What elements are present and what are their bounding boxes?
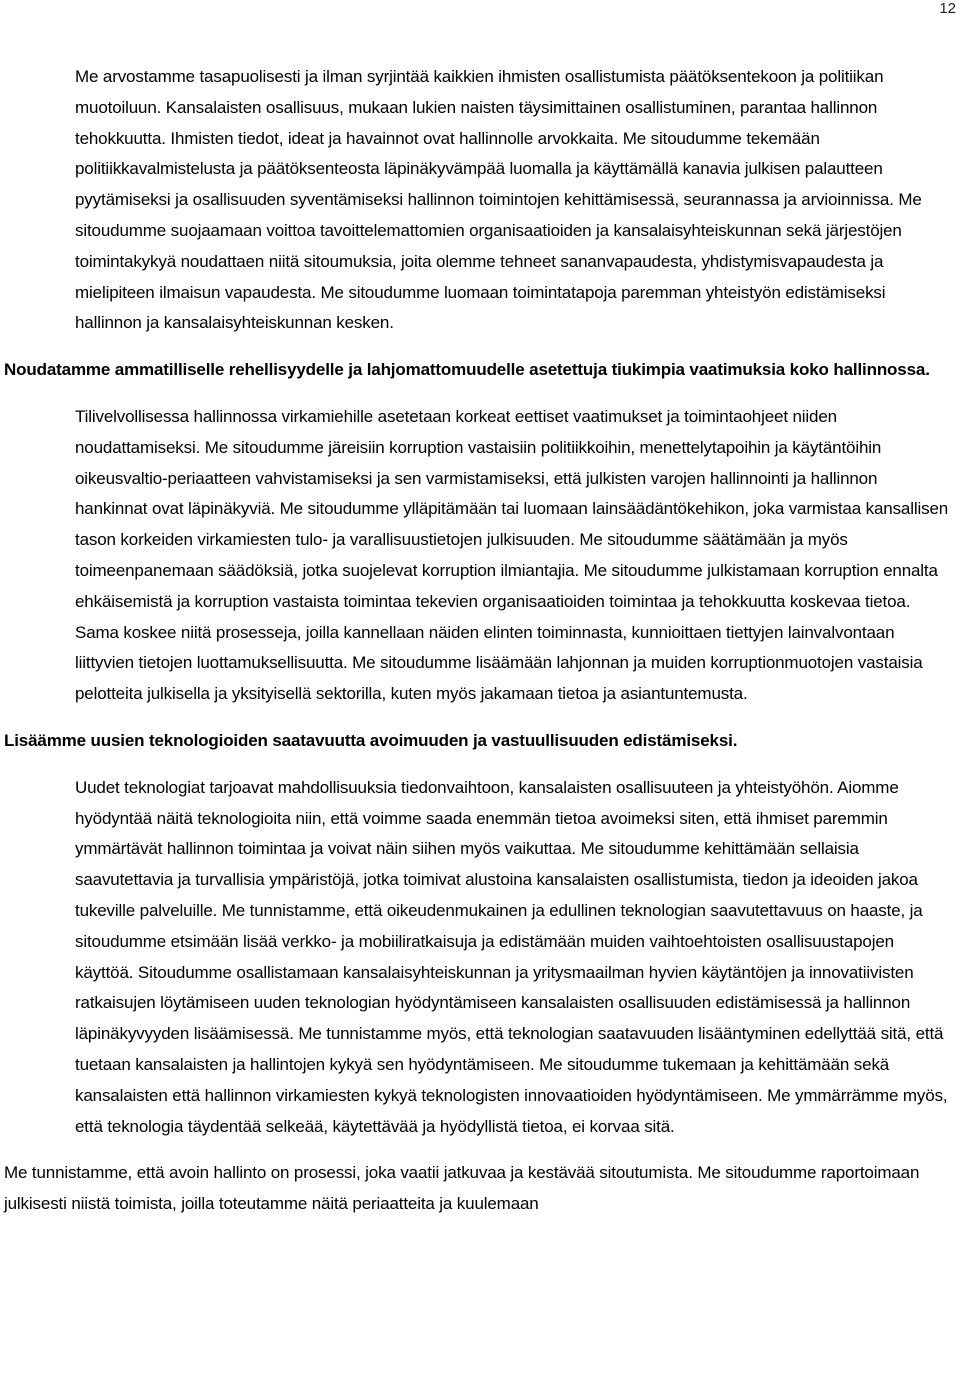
page-number: 12 (939, 0, 956, 17)
paragraph-commitment: Me tunnistamme, että avoin hallinto on prosessi, joka vaatii jatkuvaa ja kestävää sitoutumista. Me sitoudumme raportoimaan julkisesti niistä toimista, joilla toteutamme näitä periaatteita ja kuulemaan (4, 1163, 920, 1214)
paragraph-technology: Uudet teknologiat tarjoavat mahdollisuuksia tiedonvaihtoon, kansalaisten osallisuuteen ja yhteistyöhön. Aiomme hyödyntää näitä teknologioita niin, että voimme saada enemmän tietoa avoimeksi siten, että ihmiset paremmin ymmärtävät hallinnon toimintaa ja voivat näin siihen myös vaikuttaa. Me sitoudumme kehittämään sellaisia saavutettavia ja turvallisia ympäristöjä, jotka toimivat alustoina kansalaisten osallistumista, tiedon ja ideoiden jakoa tukeville palveluille. Me tunnistamme, että oikeudenmukainen ja edullinen teknologian saavutettavuus on haaste, ja sitoudumme etsimään lisää verkko- ja mobiiliratkaisuja ja edistämään muiden vaihtoehtoisten osallisuustapojen käyttöä. Sitoudumme osallistamaan kansalaisyhteiskunnan ja yritysmaailman hyvien käytäntöjen ja innovatiivisten ratkaisujen löytämiseen uuden teknologian hyödyntämiseen kansalaisten osallisuuden edistämisessä ja hallinnon läpinäkyvyyden lisäämisessä. Me tunnistamme myös, että teknologian saatavuuden lisääntyminen edellyttää sitä, että tuetaan kansalaisten ja hallintojen kykyä sen hyödyntämiseen. Me sitoudumme tukemaan ja kehittämään sekä kansalaisten että hallinnon virkamiesten kykyä teknologisten innovaatioiden hyödyntämiseen. Me ymmärrämme myös, että teknologia täydentää selkeää, käytettävää ja hyödyllistä tietoa, ei korvaa sitä. (75, 777, 948, 1136)
paragraph-participation: Me arvostamme tasapuolisesti ja ilman syrjintää kaikkien ihmisten osallistumista päätöksentekoon ja politiikan muotoiluun. Kansalaisten osallisuus, mukaan lukien naisten täysimittainen osallistuminen, parantaa hallinnon tehokkuutta. Ihmisten tiedot, ideat ja havainnot ovat hallinnolle arvokkaita. Me sitoudumme tekemään politiikkavalmistelusta ja päätöksenteosta läpinäkyvämpää luomalla ja käyttämällä kanavia julkisen palautteen pyytämiseksi ja osallisuuden syventämiseksi hallinnon toimintojen kehittämisessä, seurannassa ja arvioinnissa. Me sitoudumme suojaamaan voittoa tavoittelemattomien organisaatioiden ja kansalaisyhteiskunnan sekä järjestöjen toimintakykyä noudattaen niitä sitoumuksia, joita olemme tehneet sananvapaudesta, yhdistymisvapaudesta ja mielipiteen ilmaisun vapaudesta. Me sitoudumme luomaan toimintatapoja paremman yhteistyön edistämiseksi hallinnon ja kansalaisyhteiskunnan kesken. (75, 67, 922, 333)
heading-technology: Lisäämme uusien teknologioiden saatavuutta avoimuuden ja vastuullisuuden edistämiseksi. (4, 730, 738, 750)
document-body (0, 62, 958, 1220)
paragraph-integrity: Tilivelvollisessa hallinnossa virkamiehille asetetaan korkeat eettiset vaatimukset ja toimintaohjeet niiden noudattamiseksi. Me sitoudumme järeisiin korruption vastaisiin politiikkoihin, menettelytapoihin ja käytäntöihin oikeusvaltio-periaatteen vahvistamiseksi ja sen varmistamiseksi, että julkisten varojen hallinnointi ja hallinnon hankinnat ovat läpinäkyviä. Me sitoudumme ylläpitämään tai luomaan lainsäädäntökehikon, joka varmistaa kansallisen tason korkeiden virkamiesten tulo- ja varallisuustietojen julkisuuden. Me sitoudumme säätämään ja myös toimeenpanemaan säädöksiä, jotka suojelevat korruption ilmiantajia. Me sitoudumme julkistamaan korruption ennalta ehkäisemistä ja korruption vastaista toimintaa tekevien organisaatioiden toimintaa ja tehokkuutta koskevaa tietoa. Sama koskee niitä prosesseja, joilla kannellaan näiden elinten toiminnasta, kunnioittaen tiettyjen lainvalvontaan liittyvien tietojen luottamuksellisuutta. Me sitoudumme lisäämään lahjonnan ja muiden korruptionmuotojen vastaisia pelotteita julkisella ja yksityisellä sektorilla, kuten myös jakamaan tietoa ja asiantuntemusta. (75, 406, 949, 704)
heading-integrity: Noudatamme ammatilliselle rehellisyydelle ja lahjomattomuudelle asetettuja tiukimpia vaatimuksia koko hallinnossa. (4, 360, 930, 380)
